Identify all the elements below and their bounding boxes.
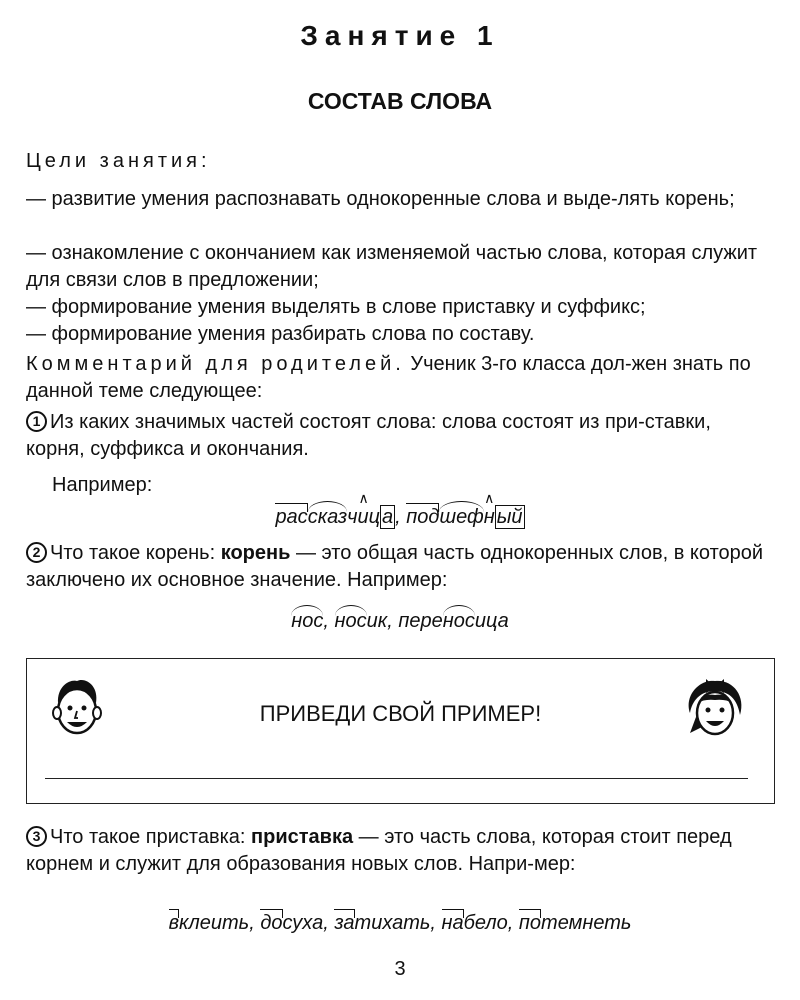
comment-text: Ученик 3-го класса дол-жен знать по данной теме следующее: xyxy=(26,353,751,402)
point-3 xyxy=(26,824,774,878)
root-mark: шеф xyxy=(439,506,484,528)
separator: , xyxy=(249,912,261,934)
point-3-term: приставка xyxy=(251,826,354,848)
comment-lead: Комментарий для родителей. xyxy=(26,353,405,375)
practice-box xyxy=(26,658,775,804)
word-rest: ица xyxy=(474,610,509,632)
separator: , xyxy=(387,610,399,632)
root-example xyxy=(0,610,800,633)
goal-item: — развитие умения распознавать однокоренные слова и выде-лять корень; xyxy=(26,188,735,210)
prefix-example xyxy=(0,912,800,935)
suffix-mark: ∧ н xyxy=(484,506,495,528)
prefix-mark: на xyxy=(441,912,464,934)
lesson-title: Занятие 1 xyxy=(300,20,500,51)
point-2-term: корень xyxy=(220,542,291,564)
example-label: Например: xyxy=(52,474,153,496)
separator: , xyxy=(395,506,407,528)
circled-number-3: 3 xyxy=(26,826,47,847)
goal-item: — ознакомление с окончанием как изменяемой частью слова, которая служит для связи слов в предложении; xyxy=(26,242,758,291)
word-rest: клеить xyxy=(179,912,250,934)
point-2-text-before: Что такое корень: xyxy=(50,542,221,564)
goal-item: — формирование умения выделять в слове приставку и суффикс; xyxy=(26,296,646,318)
ending-mark: ый xyxy=(496,506,523,528)
page-number: 3 xyxy=(394,958,406,980)
ending-mark: а xyxy=(382,506,394,528)
prefix-mark: за xyxy=(334,912,355,934)
point-1 xyxy=(26,409,774,463)
root-mark: сказ xyxy=(307,506,348,528)
separator: , xyxy=(507,912,519,934)
root-mark: нос xyxy=(334,610,367,632)
word-rest: бело xyxy=(463,912,508,934)
point-2 xyxy=(26,540,774,594)
prefix-mark: рас xyxy=(275,506,308,528)
parent-comment xyxy=(26,351,774,405)
word-rest: темнеть xyxy=(541,912,632,934)
prefix-mark: до xyxy=(260,912,283,934)
word-rest: ик xyxy=(366,610,388,632)
word-rest: суха xyxy=(282,912,324,934)
suffix-mark: ∧ чиц xyxy=(347,506,380,528)
girl-face-icon xyxy=(682,673,748,745)
point-1-text: Из каких значимых частей состоят слова: слова состоят из при-ставки, корня, суффикса и окончания. xyxy=(26,411,711,460)
word-rest: тихать xyxy=(354,912,431,934)
goals-heading: Цели занятия: xyxy=(26,150,211,172)
answer-line[interactable] xyxy=(45,778,748,779)
root-mark: нос xyxy=(291,610,324,632)
word-part: пере xyxy=(398,610,443,632)
root-mark: нос xyxy=(442,610,475,632)
circled-number-1: 1 xyxy=(26,411,47,432)
prefix-mark: под xyxy=(406,506,440,528)
prefix-mark: по xyxy=(518,912,542,934)
prefix-mark: в xyxy=(168,912,180,934)
separator: , xyxy=(323,610,335,632)
goal-item: — формирование умения разбирать слова по составу. xyxy=(26,323,535,345)
separator: , xyxy=(430,912,442,934)
separator: , xyxy=(323,912,335,934)
practice-title: ПРИВЕДИ СВОЙ ПРИМЕР! xyxy=(259,701,542,726)
point-2-text-after: — это общая часть однокоренных слов, в которой заключено их основное значение. Например: xyxy=(26,542,764,591)
point-3-text-after: — это часть слова, которая стоит перед корнем и служит для образования новых слов. Напри-мер: xyxy=(26,826,732,875)
circled-number-2: 2 xyxy=(26,542,47,563)
point-3-text-before: Что такое приставка: xyxy=(50,826,252,848)
topic-title: СОСТАВ СЛОВА xyxy=(307,88,493,114)
morpheme-example-1 xyxy=(0,506,800,529)
